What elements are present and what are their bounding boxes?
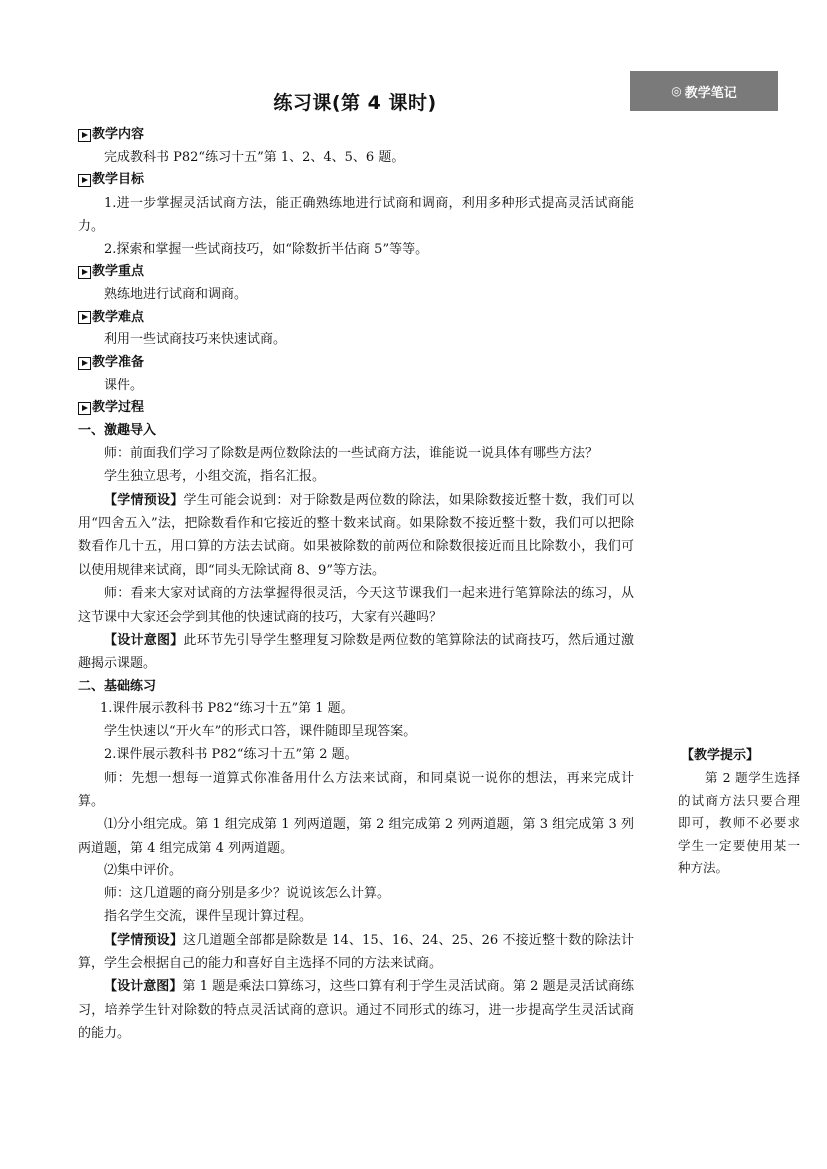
- notes-tab: [630, 71, 778, 111]
- content-text: 完成教科书 P82“练习十五”第 1、2、4、5、6 题。: [104, 149, 405, 165]
- sidebar-title: 【教学提示】: [681, 748, 760, 763]
- teaching-tip-sidebar: [678, 745, 800, 880]
- paragraph: 指名学生交流，课件呈现计算过程。: [104, 908, 313, 924]
- play-triangle-icon: [78, 266, 91, 279]
- situation-tag: 【学情预设】: [104, 932, 184, 948]
- play-triangle-icon: [78, 402, 91, 415]
- paragraph-text: 此环节先引导学生整理复习除数是两位数的笔算除法的试商技巧，然后通过激趣揭示课题。: [78, 632, 634, 672]
- section-difficulties: [78, 307, 634, 330]
- paragraph: 2.课件展示教科书 P82“练习十五”第 2 题。: [104, 746, 358, 762]
- section-key-points: [78, 261, 634, 284]
- circle-dot-icon: ◎: [671, 84, 682, 98]
- play-triangle-icon: [78, 311, 91, 324]
- goal-item: 1.进一步掌握灵活试商方法，能正确熟练地进行试商和调商，利用多种形式提高灵活试商能力。: [78, 195, 634, 235]
- paragraph: 学生快速以“开火车”的形式口答，课件随即呈现答案。: [104, 724, 417, 740]
- lesson-body: [78, 124, 634, 1046]
- paragraph: ⑵集中评价。: [104, 863, 183, 879]
- goal-item: 2.探索和掌握一些试商技巧，如“除数折半估商 5”等等。: [104, 241, 429, 257]
- paragraph-text: 学生可能会说到：对于除数是两位数的除法，如果除数接近整十数，我们可以用“四舍五入”法，把除数看作和它接近的整十数来试商。如果除数不接近整十数，我们可以把除数看作几十五，用口算的方法去试商。如果被除数的前两位和除数很接近而且比除数小，我们可以使用规律来试商，即“同头无除试商 8、9”等方法。: [78, 492, 634, 578]
- paragraph: [78, 929, 634, 976]
- paragraph: 师：看来大家对试商的方法掌握得很灵活，今天这节课我们一起来进行笔算除法的练习，从这节课中大家还会学到其他的快速试商的技巧，大家有兴趣吗？: [78, 586, 634, 625]
- paragraph: ⑴分小组完成。第 1 组完成第 1 列两道题，第 2 组完成第 2 列两道题，第 3 组完成第 3 列两道题，第 4 组完成第 4 列两道题。: [78, 817, 634, 856]
- paragraph: [78, 975, 634, 1045]
- paragraph: 1.课件展示教科书 P82“练习十五”第 1 题。: [100, 701, 354, 717]
- paragraph: 师：先想一想每一道算式你准备用什么方法来试商，和同桌说一说你的想法，再来完成计算。: [78, 770, 634, 810]
- section-heading: 教学重点: [92, 264, 145, 280]
- paragraph: 师：这几道题的商分别是多少？说说该怎么计算。: [104, 886, 391, 902]
- play-triangle-icon: [78, 357, 91, 370]
- section-heading: 教学准备: [92, 355, 145, 370]
- part-heading: 二、基础练习: [78, 678, 157, 694]
- paragraph-text: 这几道题全部都是除数是 14、15、16、24、25、26 不接近整十数的除法计算，学生会根据自己的能力和喜好自主选择不同的方法来试商。: [78, 932, 634, 972]
- notes-tab-label: 教学笔记: [684, 85, 737, 101]
- section-preparation: [78, 352, 634, 375]
- design-intent-tag: 【设计意图】: [104, 979, 183, 995]
- design-intent-tag: 【设计意图】: [104, 632, 184, 648]
- paragraph: [78, 629, 634, 676]
- paragraph-text: 第 1 题是乘法口算练习，这些口算有利于学生灵活试商。第 2 题是灵活试商练习，培养学生针对除数的特点灵活试商的意识。通过不同形式的练习，进一步提高学生灵活试商的能力。: [78, 979, 634, 1042]
- section-heading: 教学内容: [92, 127, 145, 142]
- section-process: [78, 397, 634, 420]
- paragraph: 师：前面我们学习了除数是两位数除法的一些试商方法，谁能说一说具体有哪些方法？: [104, 446, 599, 462]
- difficulties-text: 利用一些试商技巧来快速试商。: [104, 332, 287, 348]
- paragraph: [78, 489, 634, 583]
- section-heading: 教学目标: [92, 172, 145, 188]
- part-heading: 一、激趣导入: [78, 422, 157, 438]
- section-heading: 教学过程: [92, 400, 145, 416]
- key-points-text: 熟练地进行试商和调商。: [104, 286, 248, 302]
- paragraph: 学生独立思考，小组交流，指名汇报。: [104, 468, 326, 484]
- situation-tag: 【学情预设】: [104, 492, 184, 508]
- section-heading: 教学难点: [92, 309, 145, 325]
- page-title: 练习课(第 4 课时): [273, 92, 437, 114]
- play-triangle-icon: [78, 129, 91, 142]
- section-goals: [78, 169, 634, 192]
- sidebar-body: 第 2 题学生选择的试商方法只要合理即可，教师不必要求学生一定要使用某一种方法。: [678, 770, 800, 876]
- preparation-text: 课件。: [104, 377, 144, 393]
- section-content: [78, 124, 634, 147]
- play-triangle-icon: [78, 174, 91, 187]
